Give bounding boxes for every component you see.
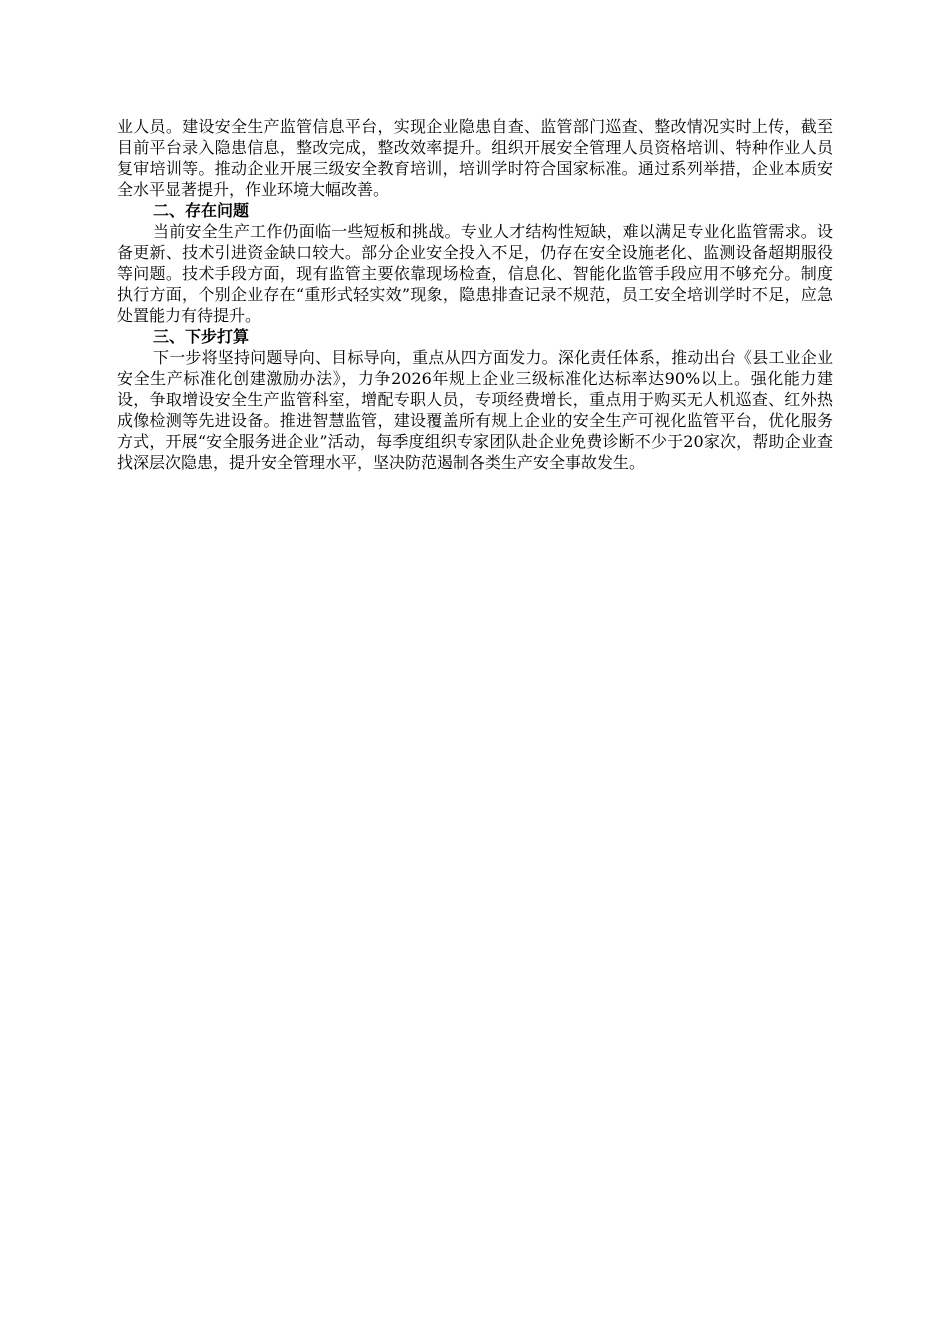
- document-body: [117, 116, 833, 473]
- paragraph-problems: 当前安全生产工作仍面临一些短板和挑战。专业人才结构性短缺，难以满足专业化监管需求。设备更新、技术引进资金缺口较大。部分企业安全投入不足，仍存在安全设施老化、监测设备超期服役等问题。技术手段方面，现有监管主要依靠现场检查，信息化、智能化监管手段应用不够充分。制度执行方面，个别企业存在“重形式轻实效”现象，隐患排查记录不规范，员工安全培训学时不足，应急处置能力有待提升。: [117, 222, 833, 325]
- paragraph-next-steps: 下一步将坚持问题导向、目标导向，重点从四方面发力。深化责任体系，推动出台《县工业企业安全生产标准化创建激励办法》，力争2026年规上企业三级标准化达标率达90%以上。强化能力建设，争取增设安全生产监管科室，增配专职人员，专项经费增长，重点用于购买无人机巡查、红外热成像检测等先进设备。推进智慧监管，建设覆盖所有规上企业的安全生产可视化监管平台，优化服务方式，开展“安全服务进企业”活动，每季度组织专家团队赴企业免费诊断不少于20家次，帮助企业查找深层次隐患，提升安全管理水平，坚决防范遏制各类生产安全事故发生。: [117, 348, 833, 472]
- paragraph-continued: 业人员。建设安全生产监管信息平台，实现企业隐患自查、监管部门巡查、整改情况实时上传，截至目前平台录入隐患信息，整改完成，整改效率提升。组织开展安全管理人员资格培训、特种作业人员复审培训等。推动企业开展三级安全教育培训，培训学时符合国家标准。通过系列举措，企业本质安全水平显著提升，作业环境大幅改善。: [117, 117, 833, 199]
- section-heading-next-steps: 三、下步打算: [153, 327, 250, 346]
- section-heading-problems: 二、存在问题: [153, 201, 250, 220]
